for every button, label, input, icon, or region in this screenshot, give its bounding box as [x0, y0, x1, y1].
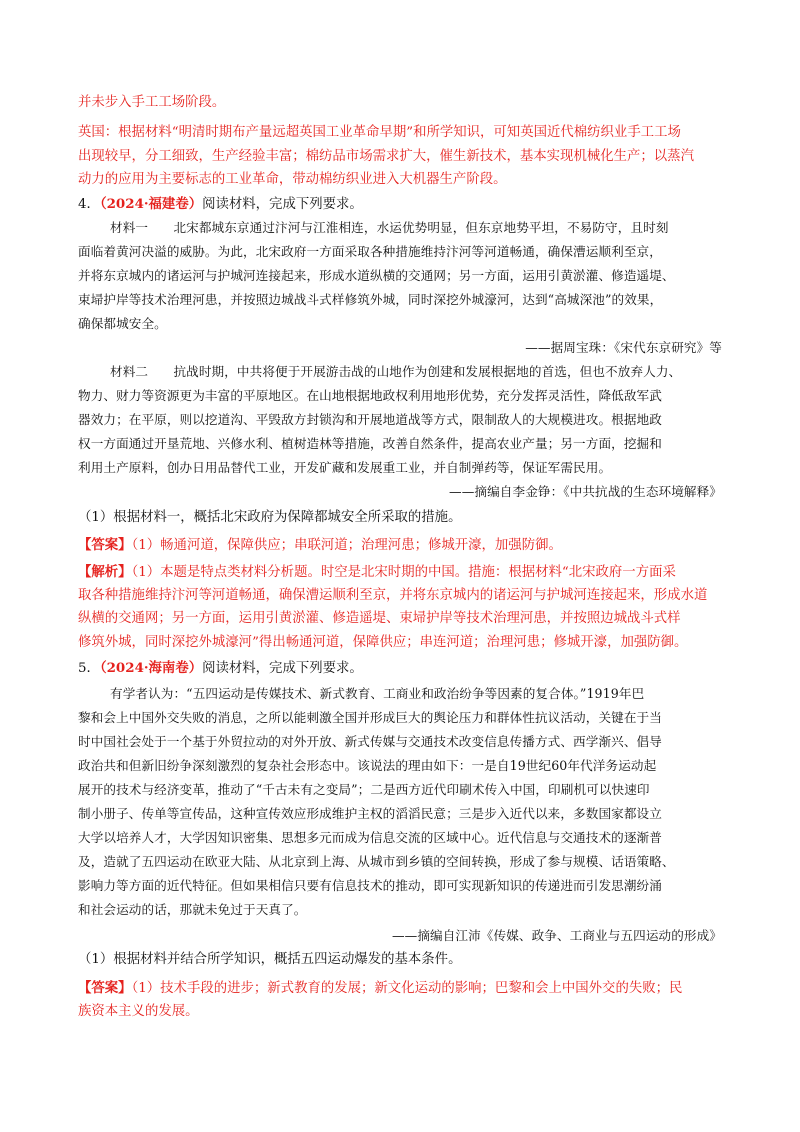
- analysis-label: 【解析】: [78, 564, 132, 580]
- answer-label: 【答案】: [78, 537, 132, 553]
- q5-answer: [78, 978, 682, 999]
- q5-material-line: 有学者认为：“五四运动是传媒技术、新式教育、工商业和政治纷争等因素的复合体。”1919年巴: [110, 686, 645, 701]
- q4-material2-line: 利用土产原料，创办日用品替代工业，开发矿藏和发展重工业，并自制弹药等，保证军需民用。: [78, 460, 612, 475]
- answer-line: （1）技术手段的进步；新式教育的发展；新文化运动的影响；巴黎和会上中国外交的失败；民: [131, 981, 683, 996]
- q4-material1-line: 确保都城安全。: [78, 316, 167, 331]
- q4-material2-source: ——摘编自李金铮：《中共抗战的生态环境解释》: [449, 484, 722, 499]
- q5-material-line: 时中国社会处于一个基于外贸拉动的对外开放、新式传媒与交通技术改变信息传播方式、西学渐兴、倡导: [78, 734, 662, 749]
- q5-material-source: ——摘编自江沛《传媒、政争、工商业与五四运动的形成》: [391, 928, 722, 943]
- q4-material2-line: 材料二 抗战时期，中共将便于开展游击战的山地作为创建和发展根据地的首选，但也不放弃人力、: [110, 364, 682, 379]
- q5-material-line: 及，造就了五四运动在欧亚大陆、从北京到上海、从城市到乡镇的空间转换，形成了参与规模、话语策略、: [78, 854, 675, 869]
- answer-line: 族资本主义的发展。: [78, 1004, 199, 1019]
- q5-material-line: 展开的技术与经济变革，推动了“千古未有之变局”；二是西方近代印刷术传入中国，印刷机可以快速印: [78, 782, 650, 797]
- q4-question: （1）根据材料一，概括北宋政府为保障都城安全所采取的措施。: [78, 510, 462, 525]
- q4-instruction: 阅读材料，完成下列要求。: [202, 197, 363, 212]
- prev-answer-line-4: 动力的应用为主要标志的工业革命，带动棉纺织业进入大机器生产阶段。: [78, 172, 507, 187]
- q5-material-line: 政治共和但新旧纷争深刻激烈的复杂社会形态中。该说法的理由如下：一是自19世纪60年代洋务运动起: [78, 758, 657, 773]
- q5-material-line: 制小册子、传单等宣传品，这种宣传效应形成维护主权的滔滔民意；三是步入近代以来，多数国家都设立: [78, 806, 662, 821]
- q5-material-line: 大学以培养人才，大学因知识密集、思想多元而成为信息交流的区域中心。近代信息与交通技术的逐渐普: [78, 830, 662, 845]
- q4-material1-line: 并将东京城内的诸运河与护城河连接起来，形成水道纵横的交通网；另一方面，运用引黄淤灌、修造遥堤、: [78, 268, 675, 283]
- q4-answer: [78, 535, 562, 556]
- q5-material-line: 和社会运动的话，那就未免过于天真了。: [78, 902, 307, 917]
- q4-source: （2024·福建卷）: [99, 196, 203, 212]
- q5-question: （1）根据材料并结合所学知识，概括五四运动爆发的基本条件。: [78, 952, 462, 967]
- q4-material1-line: 束埽护岸等技术治理河患，并按照边城战斗式样修筑外城，同时深挖外城濠河，达到“高城深池”的效果，: [78, 292, 663, 307]
- q5-material-line: 影响力等方面的近代特征。但如果相信只要有信息技术的推动，即可实现新知识的传递进而引发思潮纷涌: [78, 878, 662, 893]
- q4-material1-source: ——据周宝珠：《宋代东京研究》等: [525, 340, 722, 355]
- q4-material2-line: 权一方面通过开垦荒地、兴修水利、植树造林等措施，改善自然条件，提高农业产量；另一方面，挖掘和: [78, 436, 662, 451]
- analysis-line: 纵横的交通网；另一方面，运用引黄淤灌、修造遥堤、束埽护岸等技术治理河患，并按照边城战斗式样: [78, 611, 681, 626]
- answer-label: 【答案】: [78, 980, 132, 996]
- prev-answer-line-2: 英国：根据材料“明清时期布产量远超英国工业革命早期”和所学知识，可知英国近代棉纺织业手工工场: [78, 125, 681, 140]
- analysis-line: （1）本题是特点类材料分析题。时空是北宋时期的中国。措施：根据材料“北宋政府一方面采: [131, 565, 676, 580]
- q4-material2-line: 器效力；在平原，则以挖道沟、平毁敌方封锁沟和开展地道战等方式，限制敌人的大规模进攻。根据地政: [78, 412, 662, 427]
- q4-number: 4．: [78, 197, 100, 212]
- answer-text: （1）畅通河道，保障供应；串联河道；治理河患；修城开濠，加强防御。: [131, 538, 562, 553]
- q5-source: （2024·海南卷）: [99, 660, 203, 676]
- prev-answer-line-3: 出现较早，分工细致，生产经验丰富；棉纺品市场需求扩大，催生新技术，基本实现机械化生产；以蒸汽: [78, 149, 694, 164]
- analysis-line: 修筑外城，同时深挖外城濠河”得出畅通河道，保障供应；串连河道；治理河患；修城开濠，加强防御。: [78, 635, 688, 650]
- q4-material1-line: 面临着黄河决溢的威胁。为此，北宋政府一方面采取各种措施维持汴河等河道畅通，确保漕运顺利至京，: [78, 244, 662, 259]
- q5-number: 5．: [78, 661, 100, 676]
- q5-header: [78, 658, 363, 679]
- q4-material1-line: 材料一 北宋都城东京通过汴河与江淮相连，水运优势明显，但东京地势平坦，不易防守，且时刻: [110, 220, 669, 235]
- q4-analysis: [78, 562, 676, 583]
- q5-instruction: 阅读材料，完成下列要求。: [202, 661, 363, 676]
- q4-header: [78, 194, 363, 215]
- q5-material-line: 黎和会上中国外交失败的消息，之所以能刺激全国并形成巨大的舆论压力和群体性抗议活动，关键在于当: [78, 710, 662, 725]
- q4-material2-line: 物力、财力等资源更为丰富的平原地区。在山地根据地政权利用地形优势，充分发挥灵活性，降低敌军武: [78, 388, 662, 403]
- prev-answer-line-1: 并未步入手工工场阶段。: [78, 95, 226, 110]
- analysis-line: 取各种措施维持汴河等河道畅通，确保漕运顺利至京，并将东京城内的诸运河与护城河连接起来，形成水道: [78, 588, 708, 603]
